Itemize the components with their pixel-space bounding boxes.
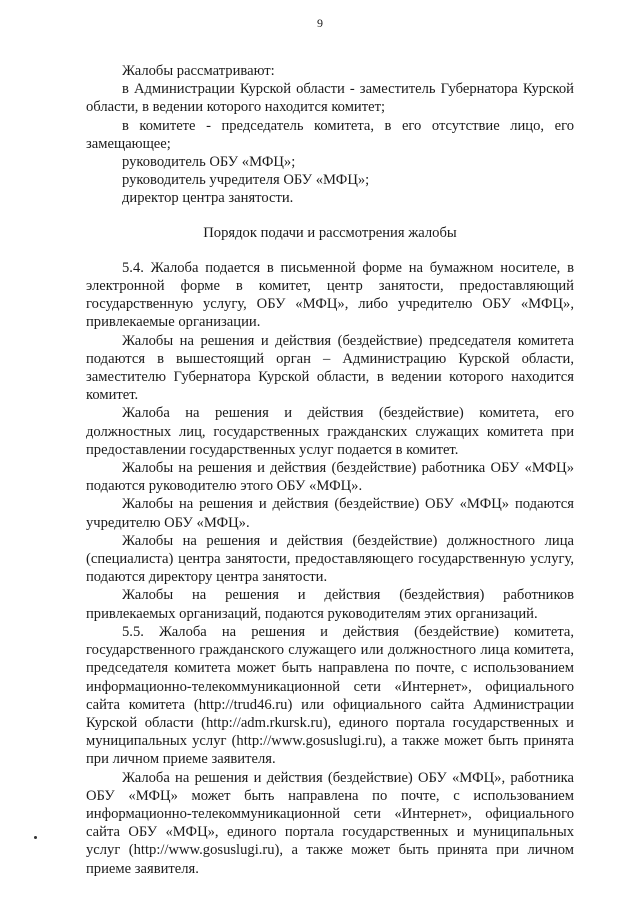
paragraph: руководитель ОБУ «МФЦ»;	[122, 154, 296, 171]
complaint-reviewers-list	[86, 62, 574, 208]
paragraph: в Администрации Курской области - заместитель Губернатора Курской области, в ведении которого находится комитет;	[86, 81, 574, 116]
scan-speck	[34, 836, 37, 839]
section-heading: Порядок подачи и рассмотрения жалобы	[203, 224, 457, 241]
paragraph: в комитете - председатель комитета, в его отсутствие лицо, его замещающее;	[86, 117, 574, 152]
paragraph: Жалобы на решения и действия (бездействие) ОБУ «МФЦ» подаются учредителю ОБУ «МФЦ».	[86, 496, 574, 531]
paragraph: руководитель учредителя ОБУ «МФЦ»;	[122, 172, 370, 189]
complaint-procedure-text	[86, 259, 574, 878]
paragraph: Жалобы на решения и действия (бездействие) работника ОБУ «МФЦ» подаются руководителю этого ОБУ «МФЦ».	[86, 460, 574, 495]
paragraph: Жалобы рассматривают:	[122, 63, 275, 79]
paragraph: Жалобы на решения и действия (бездействия) работников привлекаемых организаций, подаются руководителям этих организаций.	[86, 587, 574, 622]
page-number: 9	[317, 16, 323, 30]
paragraph: Жалобы на решения и действия (бездействие) председателя комитета подаются в вышестоящий орган – Администрацию Курской области, заместителю Губернатора Курской области, в ведении которого находится комитет.	[86, 332, 574, 404]
paragraph: Жалоба на решения и действия (бездействие) комитета, его должностных лиц, государственных гражданских служащих комитета при предоставлении государственных услуг подается в комитет.	[86, 405, 574, 458]
paragraph: 5.4. Жалоба подается в письменной форме на бумажном носителе, в электронной форме в комитет, центр занятости, предоставляющий государственную услугу, ОБУ «МФЦ», либо учредителю ОБУ «МФЦ», привлекаемые организации.	[86, 259, 574, 331]
paragraph: Жалобы на решения и действия (бездействие) должностного лица (специалиста) центра занятости, предоставляющего государственную услугу, подаются директору центра занятости.	[86, 532, 574, 586]
paragraph: 5.5. Жалоба на решения и действия (бездействие) комитета, государственного гражданского служащего или должностного лица комитета, председателя комитета может быть направлена по почте, с использованием информационно-телекоммуникационной сети «Интернет», официального сайта комитета (http://trud46.ru) или официального сайта Администрации Курской области (http://adm.rkursk.ru), единого портала государственных и муниципальных услуг (http://www.gosuslugi.ru), а также может быть принята при личном приеме заявителя.	[86, 623, 574, 768]
paragraph: директор центра занятости.	[122, 190, 294, 207]
paragraph: Жалоба на решения и действия (бездействие) ОБУ «МФЦ», работника ОБУ «МФЦ» может быть направлена по почте, с использованием информационно-телекоммуникационной сети «Интернет», официального сайта ОБУ «МФЦ», единого портала государственных и муниципальных услуг (http://www.gosuslugi.ru), а также может быть принята при личном приеме заявителя.	[86, 769, 574, 877]
document-body	[86, 62, 574, 878]
